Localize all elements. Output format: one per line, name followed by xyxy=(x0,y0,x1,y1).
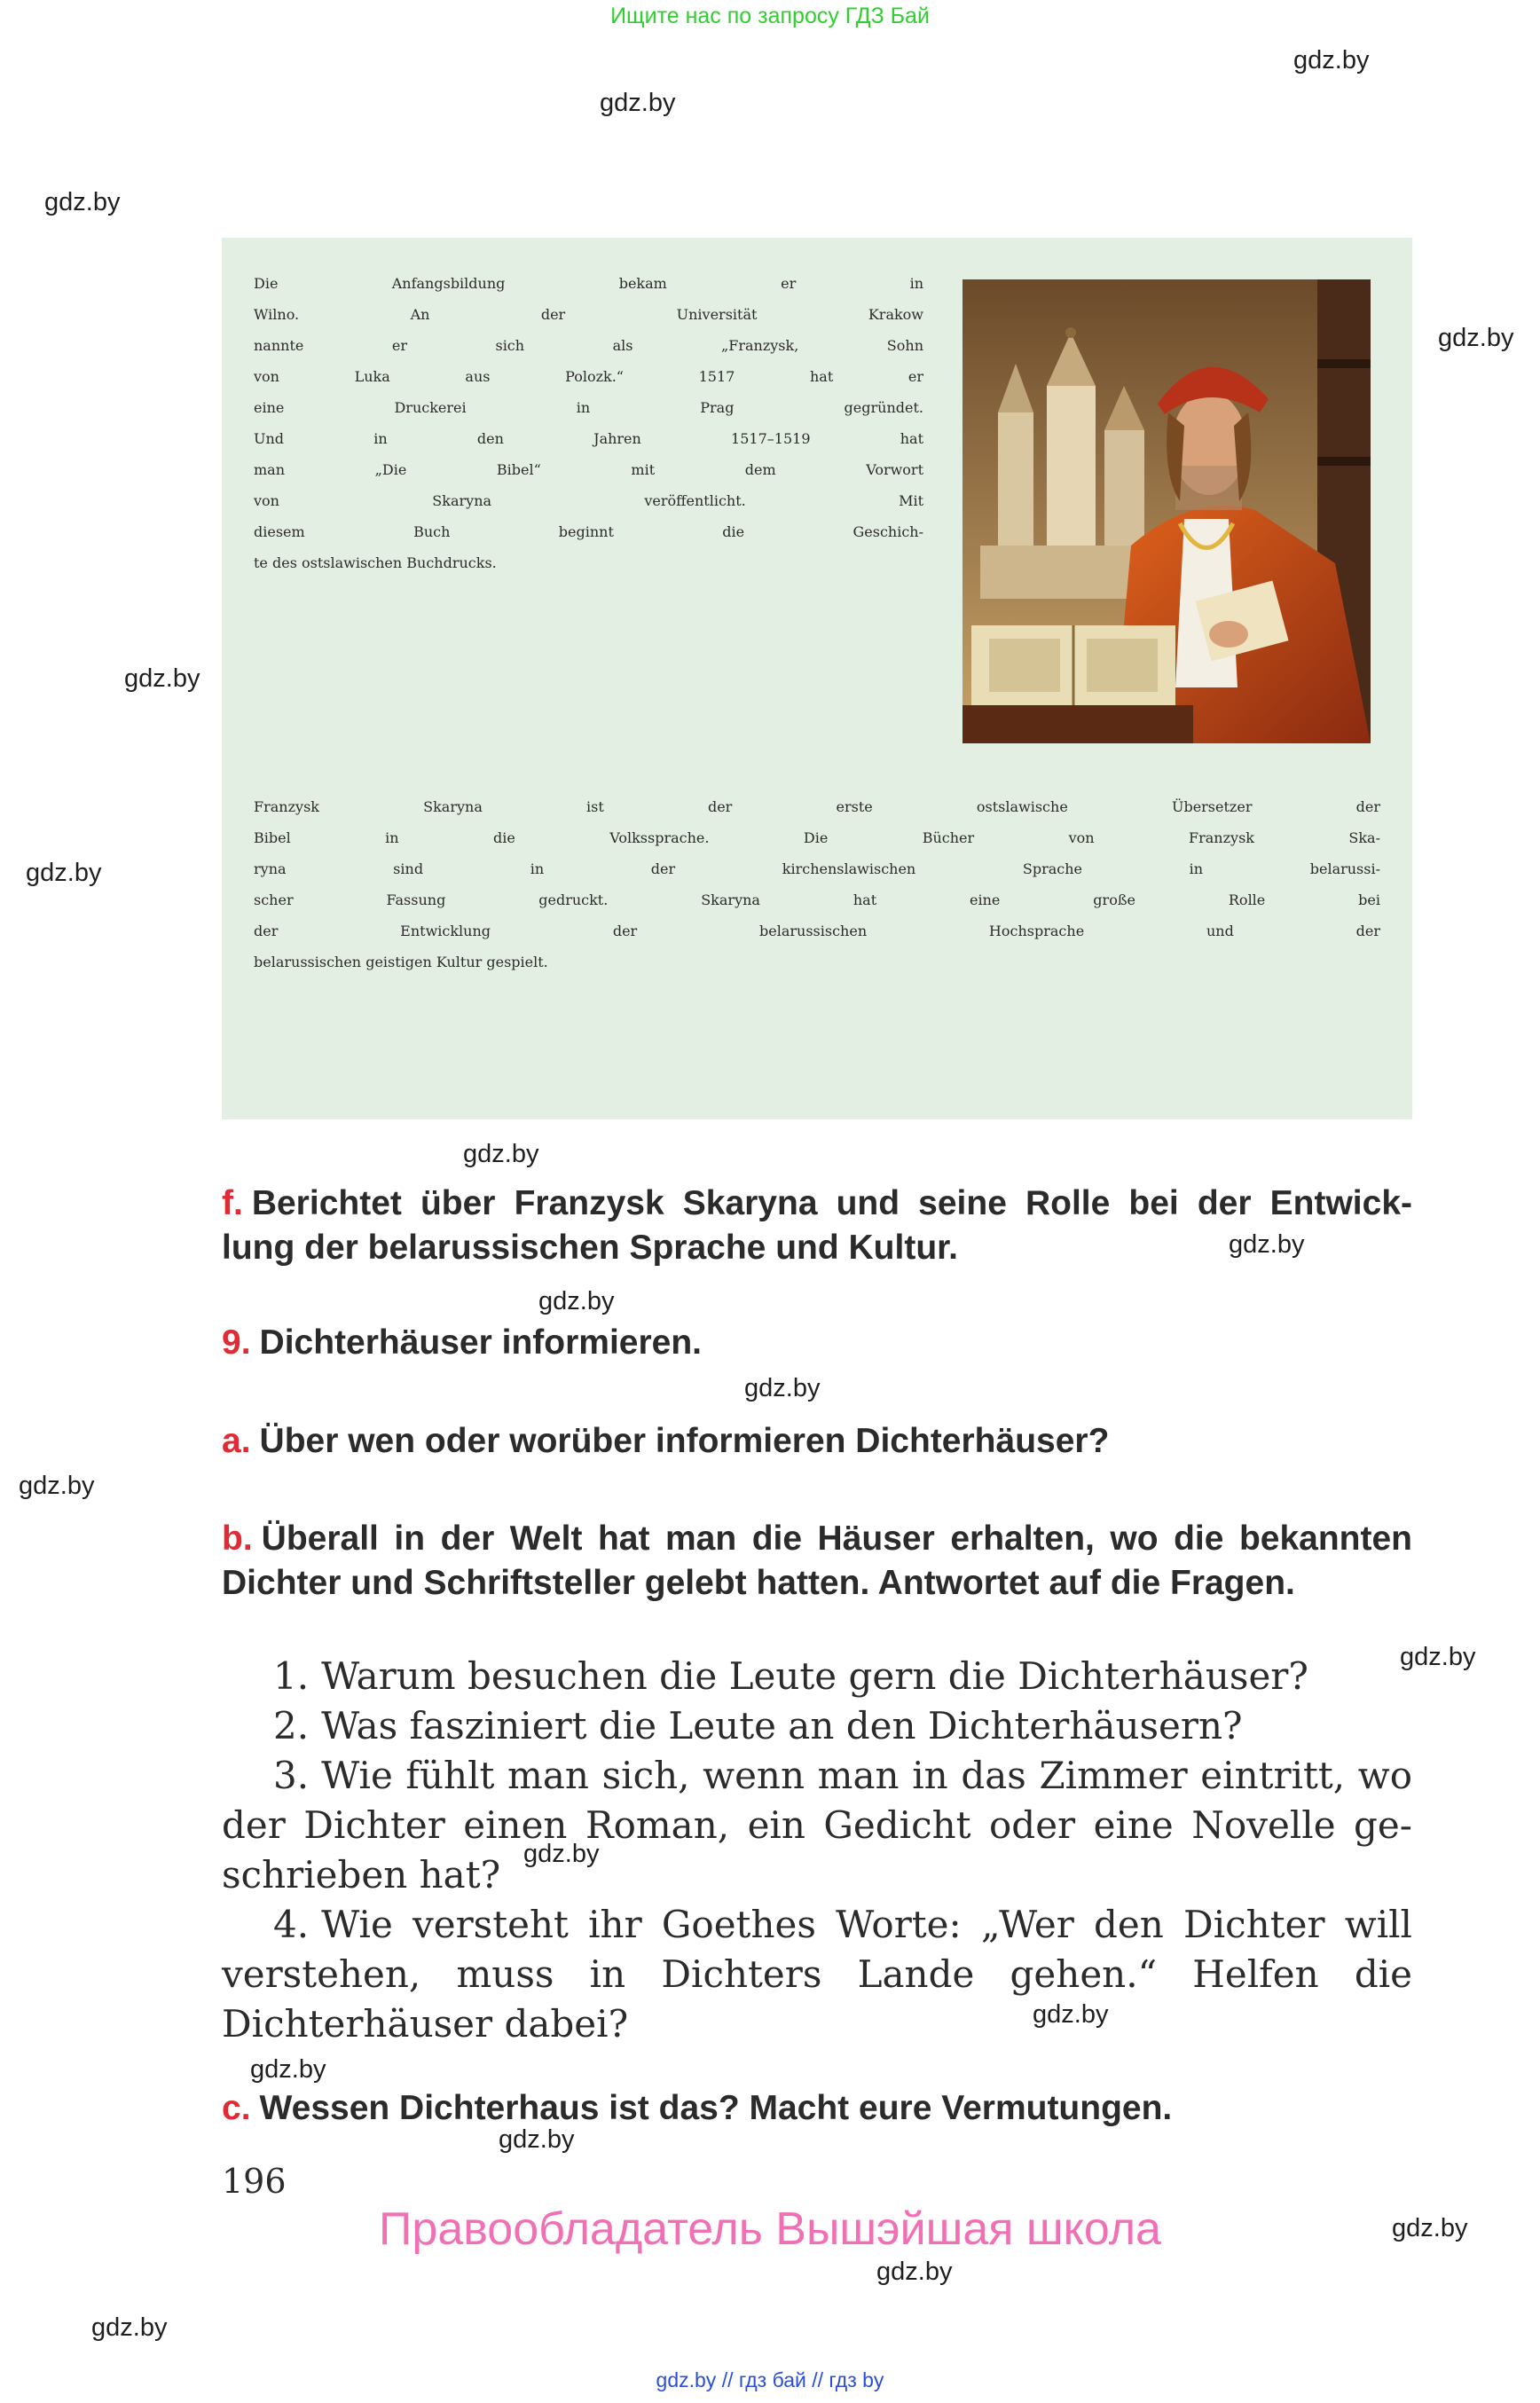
task-label: c. xyxy=(222,2089,251,2127)
text-line: nannte er sich als „Franzysk, Sohn xyxy=(254,337,923,354)
task-b xyxy=(222,1517,1412,1606)
text-line: von Luka aus Polozk.“ 1517 hat er xyxy=(254,368,923,385)
watermark: gdz.by xyxy=(19,1472,95,1500)
task-text: Über wen oder worüber informieren Dichterhäuser? xyxy=(259,1422,1110,1460)
text-line: man „Die Bibel“ mit dem Vorwort xyxy=(254,461,923,478)
text-line: der Entwicklung der belarussischen Hochsprache und der xyxy=(254,923,1380,939)
question-item xyxy=(222,1751,1412,1900)
task-a xyxy=(222,1419,1412,1464)
task-text: Überall in der Welt hat man die Häuser erhalten, wo die bekannten xyxy=(261,1520,1412,1558)
footer-links[interactable]: gdz.by // гдз бай // гдз by xyxy=(656,2368,884,2391)
watermark: gdz.by xyxy=(600,89,676,117)
watermark: gdz.by xyxy=(1438,324,1514,352)
watermark: gdz.by xyxy=(1293,46,1370,75)
task-label: b. xyxy=(222,1520,253,1558)
task-line xyxy=(222,2086,1412,2131)
watermark: gdz.by xyxy=(876,2258,953,2286)
watermark: gdz.by xyxy=(124,664,200,693)
watermark: gdz.by xyxy=(1033,2000,1109,2029)
text-line: scher Fassung gedruckt. Skaryna hat eine große Rolle bei xyxy=(254,891,1380,908)
task-label: 9. xyxy=(222,1323,251,1362)
page-number: 196 xyxy=(222,2162,287,2201)
question-item xyxy=(222,1701,1412,1751)
task-line xyxy=(222,1182,1412,1226)
text-line: von Skaryna veröffentlicht. Mit xyxy=(254,492,923,509)
text-line: te des ostslawischen Buchdrucks. xyxy=(254,554,497,571)
watermark: gdz.by xyxy=(91,2313,168,2342)
watermark: gdz.by xyxy=(463,1140,539,1168)
watermark: gdz.by xyxy=(1392,2214,1468,2242)
watermark: gdz.by xyxy=(523,1840,600,1868)
question-number: 1. xyxy=(273,1654,310,1698)
text-line: Die Anfangsbildung bekam er in xyxy=(254,275,923,292)
task-line: lung der belarussischen Sprache und Kultur. xyxy=(222,1229,959,1267)
question-text: Warum besuchen die Leute gern die Dichterhäuser? xyxy=(321,1654,1308,1698)
watermark: gdz.by xyxy=(44,188,121,216)
question-item xyxy=(222,1900,1412,2049)
task-line xyxy=(222,1517,1412,1561)
task-line: Dichter und Schriftsteller gelebt hatten. Antwortet auf die Fragen. xyxy=(222,1564,1295,1602)
top-banner: Ищите нас по запросу ГДЗ Бай xyxy=(610,4,930,28)
info-box-top-text xyxy=(254,261,923,585)
copyright-notice: Правообладатель Вышэйшая школа xyxy=(379,2203,1161,2255)
question-text: Was fasziniert die Leute an den Dichterhäusern? xyxy=(321,1704,1243,1747)
watermark: gdz.by xyxy=(250,2055,326,2084)
task-label: f. xyxy=(222,1184,243,1222)
watermark: gdz.by xyxy=(26,859,102,887)
text-line: Und in den Jahren 1517–1519 hat xyxy=(254,430,923,447)
info-box-bottom-text xyxy=(254,784,1380,985)
task-f xyxy=(222,1182,1412,1270)
watermark: gdz.by xyxy=(1400,1643,1476,1671)
text-line: ryna sind in der kirchenslawischen Sprache in belarussi- xyxy=(254,860,1380,877)
task-text: Wessen Dichterhaus ist das? Macht eure Vermutungen. xyxy=(259,2089,1173,2127)
text-line: Wilno. An der Universität Krakow xyxy=(254,306,923,323)
task-9 xyxy=(222,1321,1412,1365)
question-number: 2. xyxy=(273,1704,310,1747)
task-c xyxy=(222,2086,1412,2131)
question-number: 3. xyxy=(273,1754,310,1797)
watermark: gdz.by xyxy=(744,1374,821,1402)
task-line xyxy=(222,1321,1412,1365)
watermark: gdz.by xyxy=(538,1287,615,1315)
task-text: Berichtet über Franzysk Skaryna und seine Rolle bei der Entwick- xyxy=(251,1184,1412,1222)
question-item xyxy=(222,1652,1412,1701)
text-line: Bibel in die Volkssprache. Die Bücher von Franzysk Ska- xyxy=(254,829,1380,846)
task-label: a. xyxy=(222,1422,251,1460)
question-text: Wie fühlt man sich, wenn man in das Zimmer eintritt, wo der Dichter einen Roman, ein Gedicht oder eine Novelle geschrieben hat? xyxy=(222,1754,1412,1896)
text-line: diesem Buch beginnt die Geschich- xyxy=(254,523,923,540)
watermark: gdz.by xyxy=(499,2125,575,2154)
task-text: Dichterhäuser informieren. xyxy=(259,1323,702,1362)
task-line xyxy=(222,1419,1412,1464)
question-list xyxy=(222,1652,1412,2049)
text-line: eine Druckerei in Prag gegründet. xyxy=(254,399,923,416)
portrait-image xyxy=(962,279,1371,743)
question-number: 4. xyxy=(273,1903,310,1946)
text-line: Franzysk Skaryna ist der erste ostslawische Übersetzer der xyxy=(254,798,1380,815)
question-text: Wie versteht ihr Goethes Worte: „Wer den Dichter will verstehen, muss in Dichters Lande gehen.“ Helfen die Dichterhäuser dabei? xyxy=(222,1903,1412,2046)
text-line: belarussischen geistigen Kultur gespielt. xyxy=(254,954,548,970)
watermark: gdz.by xyxy=(1229,1230,1305,1259)
